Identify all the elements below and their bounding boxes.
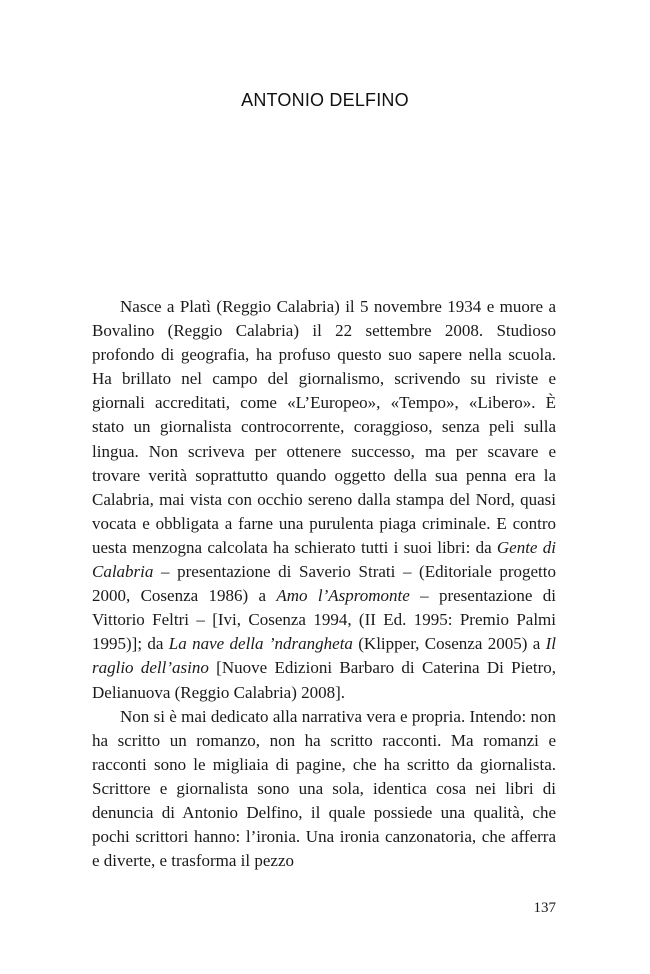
book-title: La nave della ’ndrangheta (168, 634, 353, 654)
text-segment: [Nuove Edizioni Barbaro di Caterina Di Pietro, Delianuova (Reggio Calabria) 2008]. (92, 658, 556, 702)
text-segment: Nasce a Platì (Reggio Calabria) il 5 novembre 1934 e muore a Bovalino (Reggio Calabria) il 22 settembre 2008. Studioso profondo di geografia, ha profuso questo suo sapere nella scuola. Ha brillato nel campo del giornalismo, scrivendo su riviste e giornali accreditati, come «L’Europeo», «Tempo», «Libero». È stato un giornalista controcorrente, coraggioso, senza peli sulla lingua. Non scriveva per ottenere successo, ma per scavare e trovare verità soprattutto quando oggetto della sua penna era la Calabria, mai vista con occhio sereno dalla stampa del Nord, quasi vocata e obbligata a farne una purulenta piaga criminale. E contro uesta menzogna calcolata ha schierato tutti i suoi libri: da (92, 297, 556, 557)
text-segment: – presentazione di Saverio Strati – (Editoriale progetto 2000, Cosenza 1986) a (92, 562, 556, 606)
book-title: Il raglio dell’asino (92, 634, 556, 678)
book-title: Amo l’Aspromonte (276, 586, 410, 606)
text-segment: – presentazione di Vittorio Feltri – [Ivi, Cosenza 1994, (II Ed. 1995: Premio Palmi 1995)]; da (92, 586, 556, 654)
paragraph-narrative: Non si è mai dedicato alla narrativa vera e propria. Intendo: non ha scritto un romanzo, non ha scritto racconti. Ma romanzi e racconti sono le migliaia di pagine, che ha scritto da giornalista. Scrittore e giornalista sono una sola, identica cosa nei libri di denuncia di Antonio Delfino, il quale possiede una qualità, che pochi scrittori hanno: l’ironia. Una ironia canzonatoria, che afferra e diverte, e trasforma il pezzo (92, 706, 556, 871)
text-segment: (Klipper, Cosenza 2005) a (352, 634, 546, 654)
page-number: 137 (533, 900, 556, 916)
book-title: Gente di Calabria (92, 537, 556, 582)
page-title: ANTONIO DELFINO (241, 90, 409, 110)
paragraph-biography (92, 295, 556, 705)
body-text (92, 295, 556, 873)
